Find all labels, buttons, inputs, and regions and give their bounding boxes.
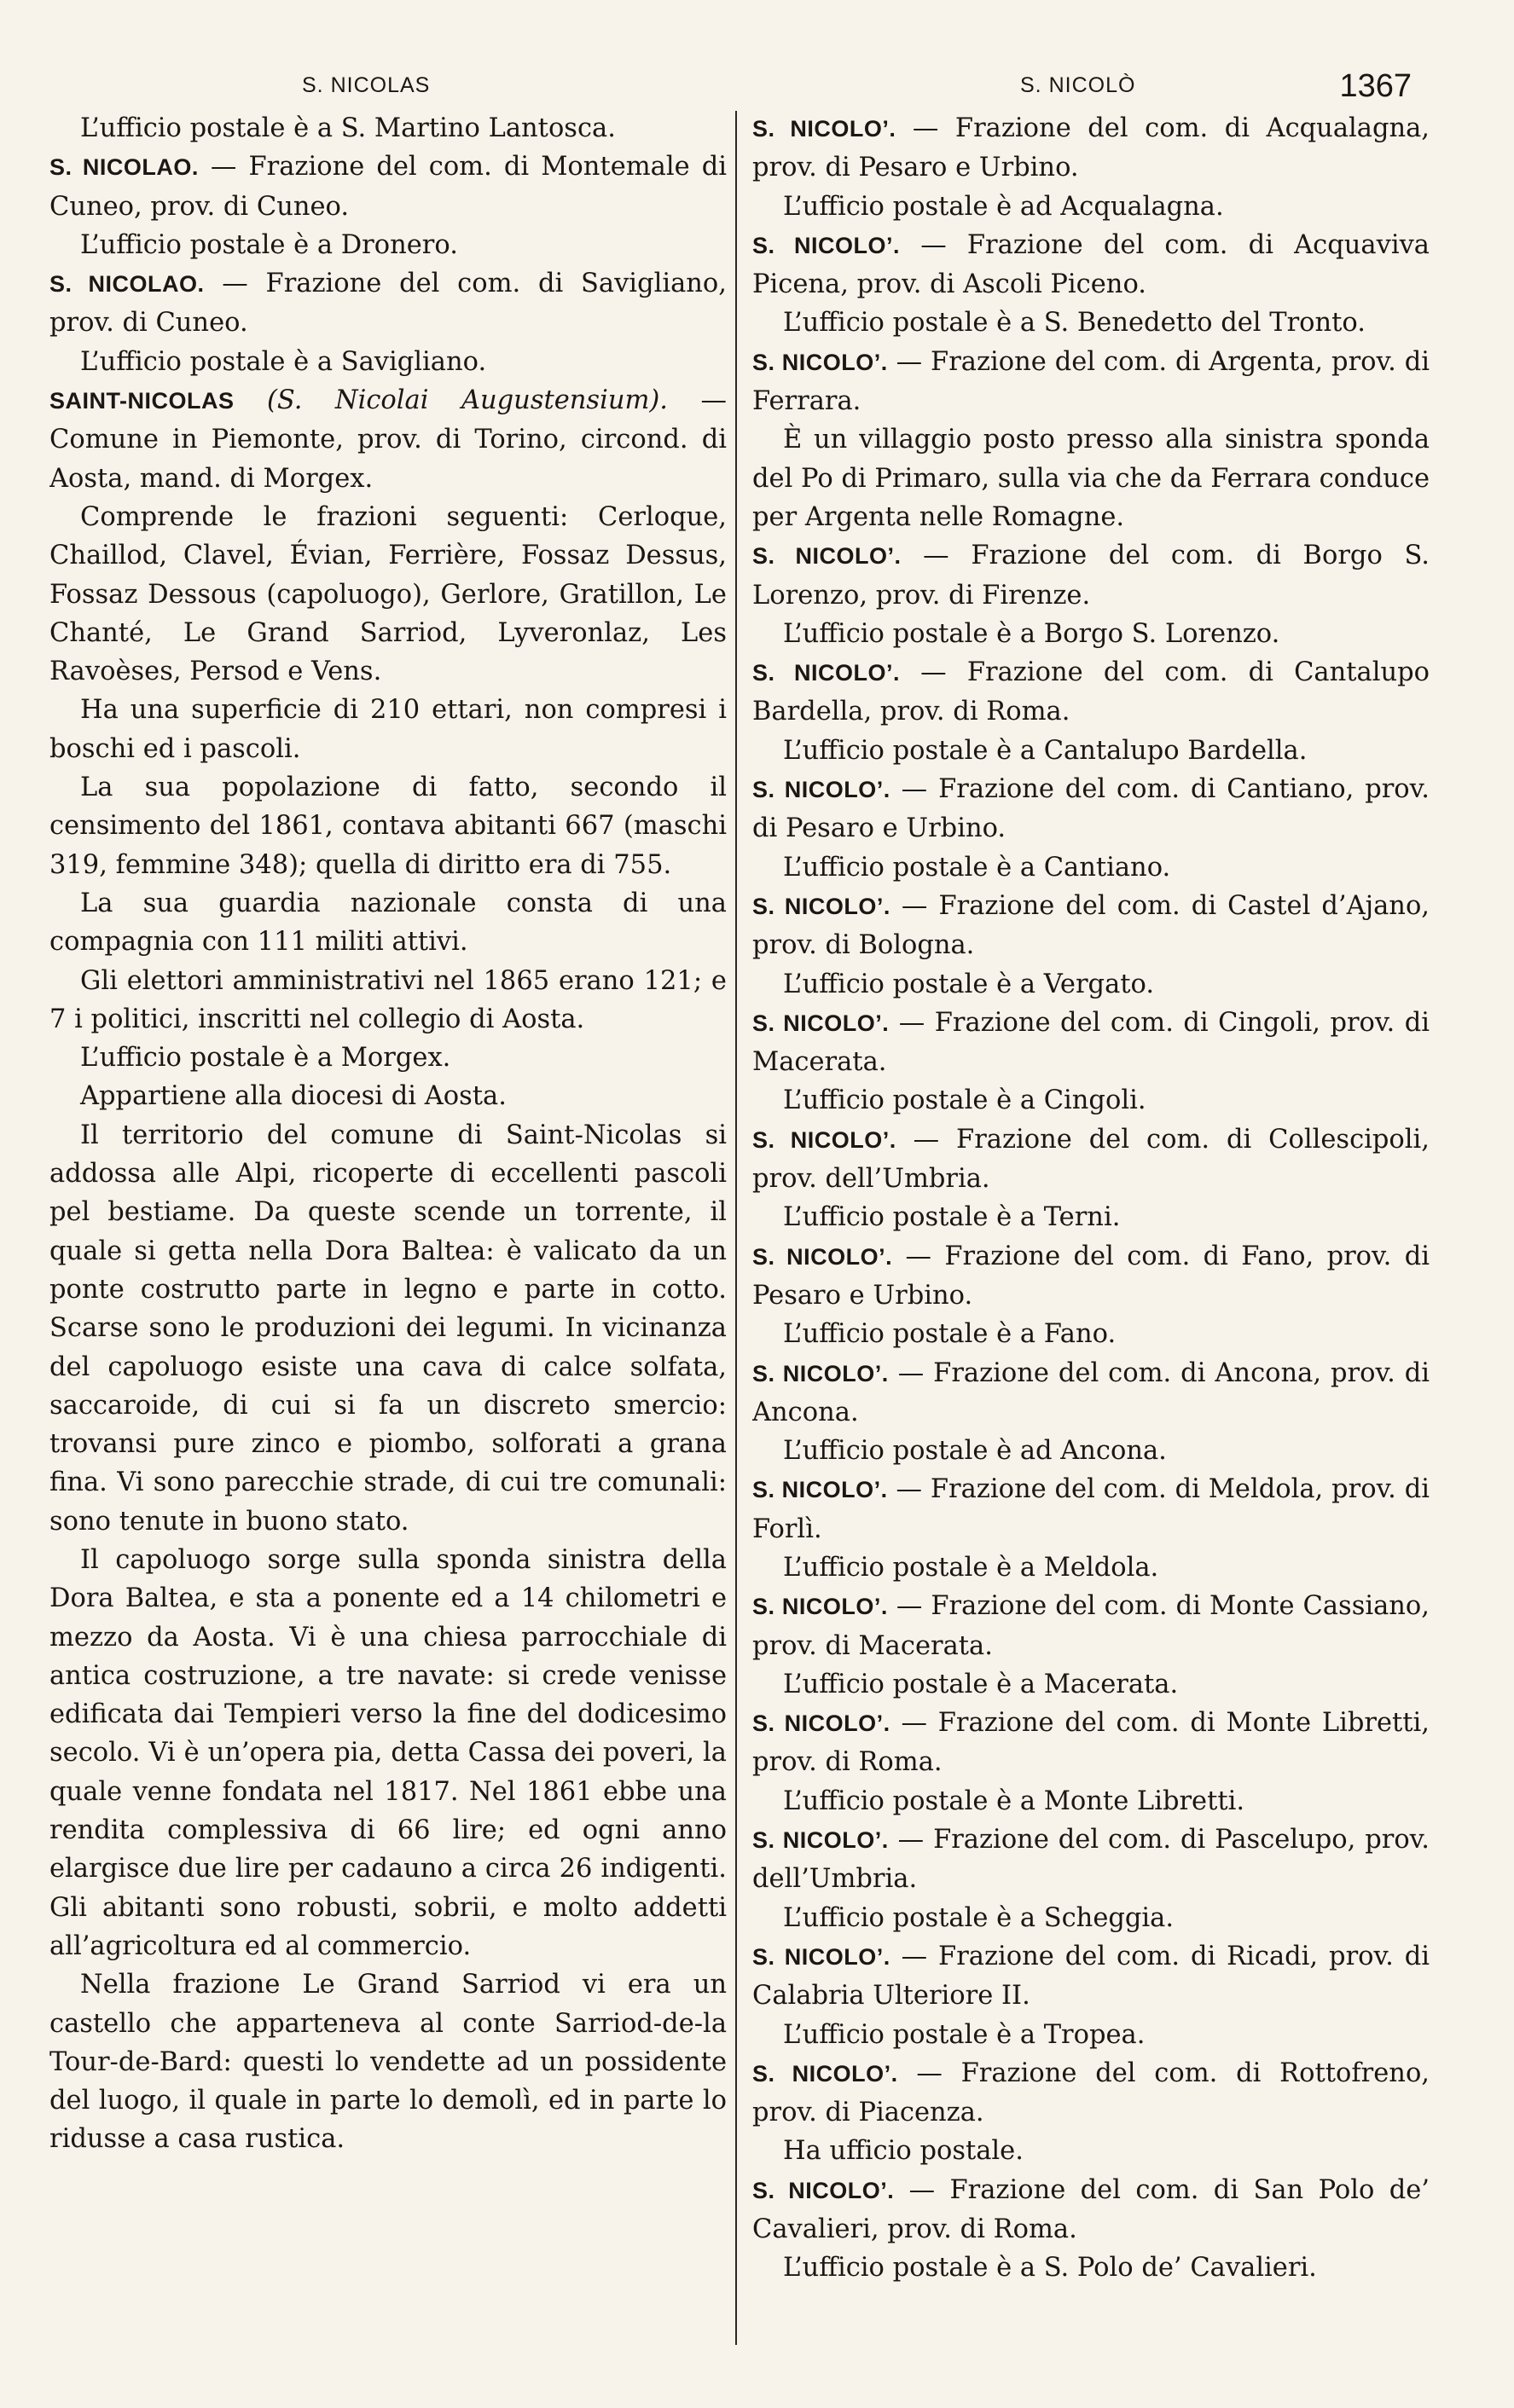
paragraph: L’ufficio postale è a Vergato. bbox=[783, 969, 1155, 999]
paragraph: L’ufficio postale è a S. Polo de’ Cavalieri. bbox=[783, 2253, 1317, 2284]
gazetteer-entry bbox=[752, 1470, 1430, 1548]
paragraph: Ha ufficio postale. bbox=[783, 2136, 1024, 2167]
gazetteer-entry bbox=[752, 109, 1430, 188]
paragraph: L’ufficio postale è a Tropea. bbox=[783, 2019, 1146, 2050]
entry-text: — Frazione del com. di Monte Libretti, prov. di Roma. bbox=[752, 1708, 1430, 1778]
entry-headword: S. NICOLO’. bbox=[752, 893, 890, 919]
paragraph: L’ufficio postale è a Meldola. bbox=[783, 1552, 1159, 1583]
paragraph: L’ufficio postale è a Monte Libretti. bbox=[783, 1786, 1245, 1816]
entry-headword: S. NICOLO’. bbox=[752, 1010, 890, 1036]
right-column bbox=[752, 109, 1430, 2335]
paragraph: L’ufficio postale è a Fano. bbox=[783, 1319, 1117, 1350]
left-column bbox=[49, 109, 727, 2335]
paragraph: L’ufficio postale è a Cantalupo Bardella. bbox=[783, 735, 1308, 766]
gazetteer-entry bbox=[752, 1004, 1430, 1082]
entry-text: — Frazione del com. di Rottofreno, prov. di Piacenza. bbox=[752, 2058, 1430, 2128]
paragraph: Appartiene alla diocesi di Aosta. bbox=[80, 1081, 507, 1112]
paragraph: L’ufficio postale è a Scheggia. bbox=[783, 1902, 1175, 1933]
entry-text: — Frazione del com. di Cingoli, prov. di Macerata. bbox=[752, 1007, 1430, 1078]
entry-headword: S. NICOLO’. bbox=[752, 1710, 890, 1737]
entry-text: — Comune in Piemonte, prov. di Torino, circond. di Aosta, mand. di Morgex. bbox=[49, 385, 727, 494]
entry-headword: S. NICOLAO. bbox=[49, 154, 199, 181]
entry-text: — Frazione del com. di Fano, prov. di Pesaro e Urbino. bbox=[752, 1241, 1430, 1311]
entry-text: — Frazione del com. di Montemale di Cuneo, prov. di Cuneo. bbox=[49, 152, 727, 222]
entry-text: — Frazione del com. di Ricadi, prov. di Calabria Ulteriore II. bbox=[752, 1941, 1430, 2011]
entry-headword: S. NICOLO’. bbox=[752, 1243, 893, 1270]
right-running-head: S. NICOLÒ bbox=[1020, 73, 1136, 97]
gazetteer-entry bbox=[752, 1587, 1430, 1665]
entry-headword: S. NICOLO’. bbox=[752, 2060, 898, 2087]
gazetteer-entry bbox=[752, 1354, 1430, 1433]
latin-name: (S. Nicolai Augustensium). bbox=[267, 385, 668, 416]
gazetteer-entry bbox=[752, 1937, 1430, 2016]
paragraph: L’ufficio postale è a Macerata. bbox=[783, 1669, 1179, 1699]
paragraph: L’ufficio postale è a Borgo S. Lorenzo. bbox=[783, 618, 1280, 649]
gazetteer-entry bbox=[752, 536, 1430, 615]
paragraph: L’ufficio postale è ad Ancona. bbox=[783, 1436, 1167, 1467]
gazetteer-entry bbox=[752, 770, 1430, 848]
gazetteer-entry bbox=[49, 264, 727, 343]
gazetteer-entry bbox=[752, 1120, 1430, 1199]
gazetteer-entry bbox=[752, 2054, 1430, 2133]
entry-text: — Frazione del com. di Monte Cassiano, prov. di Macerata. bbox=[752, 1591, 1430, 1661]
entry-headword: S. NICOLO’. bbox=[752, 1943, 890, 1970]
entry-text: — Frazione del com. di Cantalupo Bardella, prov. di Roma. bbox=[752, 657, 1430, 727]
entry-headword: S. NICOLO’. bbox=[752, 1477, 888, 1503]
paragraph: Nella frazione Le Grand Sarriod vi era un castello che apparteneva al conte Sarriod-de-la Tour-de-Bard: questi lo vendette ad un possidente del luogo, il quale in parte lo demolì, ed in parte lo ridusse a casa rustica. bbox=[49, 1970, 727, 2155]
gazetteer-entry bbox=[752, 343, 1430, 421]
paragraph: Il territorio del comune di Saint-Nicolas si addossa alle Alpi, ricoperte di eccellenti pascoli pel bestiame. Da queste scende un torrente, il quale si getta nella Dora Baltea: è valicato da un ponte costrutto parte in legno e parte in cotto. Scarse sono le produzioni dei legumi. In vicinanza del capoluogo esiste una cava di calce solfata, saccaroide, di cui si fa un discreto smercio: trovansi pure zinco e piombo, solforati a grana fina. Vi sono parecchie strade, di cui tre comunali: sono tenute in buono stato. bbox=[49, 1120, 727, 1537]
paragraph: L’ufficio postale è a Savigliano. bbox=[80, 346, 487, 377]
entry-text: — Frazione del com. di Collescipoli, prov. dell’Umbria. bbox=[752, 1124, 1430, 1195]
paragraph: L’ufficio postale è a S. Benedetto del Tronto. bbox=[783, 308, 1366, 339]
gazetteer-entry bbox=[752, 2171, 1430, 2249]
gazetteer-entry bbox=[752, 887, 1430, 965]
paragraph: Comprende le frazioni seguenti: Cerloque, Chaillod, Clavel, Évian, Ferrière, Fossaz Dessus, Fossaz Dessous (capoluogo), Gerlore, Gratillon, Le Chanté, Le Grand Sarriod, Lyveronlaz, Les Ravoèses, Persod e Vens. bbox=[49, 501, 727, 687]
entry-headword: SAINT-NICOLAS bbox=[49, 388, 235, 414]
entry-text: — Frazione del com. di Cantiano, prov. di Pesaro e Urbino. bbox=[752, 774, 1430, 844]
entry-headword: S. NICOLO’. bbox=[752, 232, 901, 258]
entry-text: — Frazione del com. di Savigliano, prov. di Cuneo. bbox=[49, 269, 727, 339]
paragraph: L’ufficio postale è a Cantiano. bbox=[783, 852, 1171, 883]
gazetteer-entry bbox=[752, 1820, 1430, 1899]
entry-headword: S. NICOLO’. bbox=[752, 660, 900, 686]
column-divider bbox=[735, 111, 737, 2345]
paragraph: La sua popolazione di fatto, secondo il censimento del 1861, contava abitanti 667 (maschi 319, femmine 348); quella di diritto era di 755. bbox=[49, 773, 727, 880]
entry-headword: S. NICOLAO. bbox=[49, 271, 205, 298]
paragraph: L’ufficio postale è a Cingoli. bbox=[783, 1085, 1146, 1116]
paragraph: Il capoluogo sorge sulla sponda sinistra della Dora Baltea, e sta a ponente ed a 14 chilometri e mezzo da Aosta. Vi è una chiesa parrocchiale di antica costruzione, a tre navate: si crede venisse edificata dai Tempieri verso la fine del dodicesimo secolo. Vi è un’opera pia, detta Cassa dei poveri, la quale venne fondata nel 1817. Nel 1861 ebbe una rendita complessiva di 66 lire; ed ogni anno elargisce due lire per cadauno a circa 26 indigenti. Gli abitanti sono robusti, sobrii, e molto addetti all’agricoltura ed al commercio. bbox=[49, 1544, 727, 1961]
paragraph: L’ufficio postale è a Dronero. bbox=[80, 229, 458, 260]
entry-text: — Frazione del com. di Borgo S. Lorenzo, prov. di Firenze. bbox=[752, 541, 1430, 611]
entry-text: — Frazione del com. di Pascelupo, prov. dell’Umbria. bbox=[752, 1825, 1430, 1895]
page-header bbox=[49, 68, 1412, 111]
paragraph: È un villaggio posto presso alla sinistra sponda del Po di Primaro, sulla via che da Ferrara conduce per Argenta nelle Romagne. bbox=[752, 425, 1430, 532]
entry-text: — Frazione del com. di Meldola, prov. di Forlì. bbox=[752, 1474, 1430, 1544]
paragraph: L’ufficio postale è a Terni. bbox=[783, 1202, 1121, 1233]
left-running-head: S. NICOLAS bbox=[302, 73, 431, 97]
gazetteer-entry bbox=[752, 1237, 1430, 1316]
gazetteer-entry bbox=[49, 148, 727, 226]
entry-headword: S. NICOLO’. bbox=[752, 777, 890, 803]
page-number: 1367 bbox=[1339, 68, 1412, 104]
entry-headword: S. NICOLO’. bbox=[752, 1360, 889, 1386]
entry-text: — Frazione del com. di Acqualagna, prov. di Pesaro e Urbino. bbox=[752, 113, 1430, 183]
entry-headword: S. NICOLO’. bbox=[752, 116, 896, 142]
paragraph: La sua guardia nazionale consta di una compagnia con 111 militi attivi. bbox=[49, 888, 727, 958]
gazetteer-entry bbox=[752, 1704, 1430, 1782]
entry-headword: S. NICOLO’. bbox=[752, 1827, 889, 1854]
paragraph: L’ufficio postale è a S. Martino Lantosca. bbox=[80, 113, 616, 143]
entry-headword: S. NICOLO’. bbox=[752, 349, 888, 375]
gazetteer-entry bbox=[752, 653, 1430, 732]
paragraph: L’ufficio postale è a Morgex. bbox=[80, 1043, 451, 1074]
entry-text: — Frazione del com. di Argenta, prov. di Ferrara. bbox=[752, 346, 1430, 417]
gazetteer-entry bbox=[49, 381, 727, 498]
entry-text: — Frazione del com. di Acquaviva Picena, prov. di Ascoli Piceno. bbox=[752, 229, 1430, 300]
paragraph: Ha una superficie di 210 ettari, non compresi i boschi ed i pascoli. bbox=[49, 695, 727, 764]
entry-headword: S. NICOLO’. bbox=[752, 2177, 895, 2203]
gazetteer-entry bbox=[752, 226, 1430, 304]
entry-headword: S. NICOLO’. bbox=[752, 543, 902, 570]
paragraph: Gli elettori amministrativi nel 1865 erano 121; e 7 i politici, inscritti nel collegio di Aosta. bbox=[49, 965, 727, 1034]
paragraph: L’ufficio postale è ad Acqualagna. bbox=[783, 191, 1224, 222]
entry-text: — Frazione del com. di San Polo de’ Cavalieri, prov. di Roma. bbox=[752, 2174, 1430, 2245]
entry-headword: S. NICOLO’. bbox=[752, 1126, 896, 1153]
entry-text: — Frazione del com. di Castel d’Ajano, prov. di Bologna. bbox=[752, 890, 1430, 961]
entry-text: — Frazione del com. di Ancona, prov. di Ancona. bbox=[752, 1357, 1430, 1427]
entry-headword: S. NICOLO’. bbox=[752, 1594, 888, 1620]
